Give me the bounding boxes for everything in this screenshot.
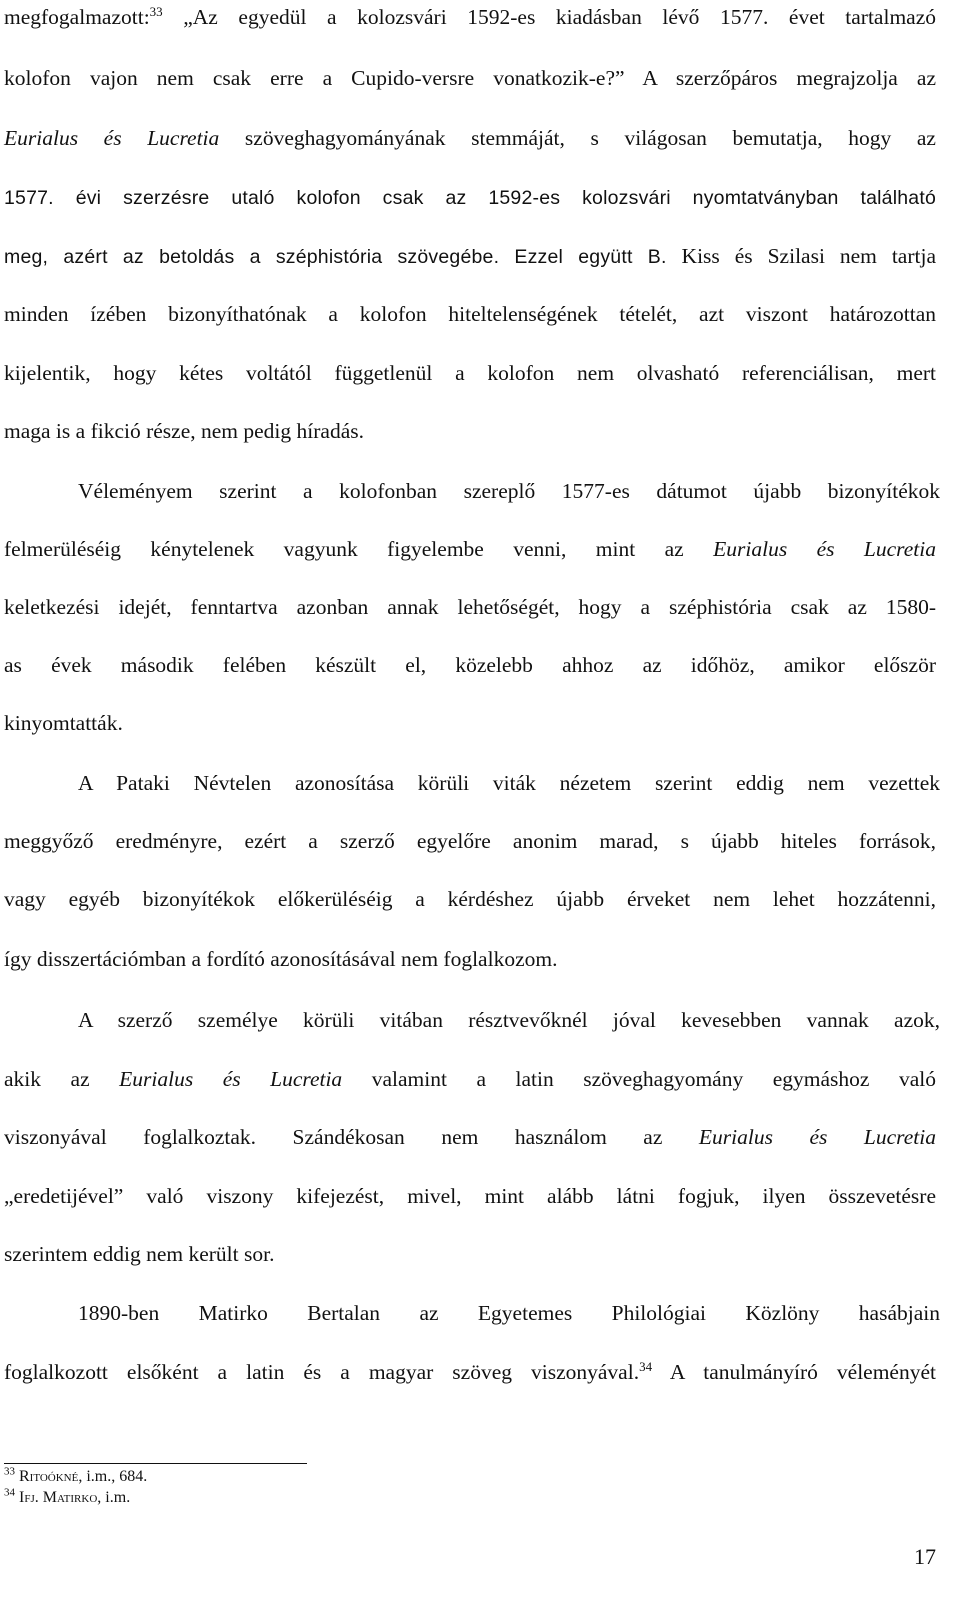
text-run: viszonyával foglalkoztak. Szándékosan nem használom az [4,1125,699,1149]
text-line [4,534,936,564]
text-line [4,416,936,446]
footnote [4,1488,130,1508]
paragraph-first-line [4,1005,940,1035]
italic-title: Eurialus és Lucretia [713,537,936,561]
text-run: maga is a fikció része, nem pedig híradás. [4,419,364,443]
footnote-text: , i.m. [97,1489,131,1506]
text-run: felmerüléséig kénytelenek vagyunk figyelembe venni, mint az [4,537,714,561]
text-run: meg, azért az betoldás a széphistória szövegébe. Ezzel együtt B. [4,246,667,268]
text-line [4,1357,936,1387]
text-line [4,241,936,272]
footnote-author: Ifj. Matirko [19,1489,98,1506]
footnote-number: 34 [4,1486,15,1499]
text-run: Kiss és Szilasi nem tartja [666,244,937,268]
text-line [4,708,936,738]
footnote-separator [4,1463,307,1464]
text-run: szöveghagyományának stemmáját, s világosan bemutatja, hogy az [219,126,936,150]
text-run: így disszertációmban a fordító azonosításával nem foglalkozom. [4,947,558,971]
footnote-text: , i.m., 684. [78,1468,148,1485]
text-run: „Az egyedül a kolozsvári 1592-es kiadásban lévő 1577. évet tartalmazó [162,5,936,29]
text-run: keletkezési idejét, fenntartva azonban annak lehetőségét, hogy a széphistória csak az 1580- [4,595,936,619]
text-run: szerintem eddig nem került sor. [4,1242,275,1266]
italic-title: Eurialus és Lucretia [119,1067,343,1091]
text-run: minden ízében bizonyíthatónak a kolofon hiteltelenségének tételét, azt viszont határozottan [4,302,936,326]
paragraph-first-line [4,768,940,798]
text-line [4,123,936,153]
footnote-ref[interactable]: 34 [639,1358,653,1374]
text-run: „eredetijével” való viszony kifejezést, mivel, mint alább látni fogjuk, ilyen összevetésre [4,1184,936,1208]
text-line [4,650,936,680]
text-run: Véleményem szerint a kolofonban szereplő 1577-es dátumot újabb bizonyítékok [78,479,940,503]
text-run: A szerző személye körüli vitában résztvevőknél jóval kevesebben vannak azok, [78,1008,940,1032]
text-run: valamint a latin szöveghagyomány egymáshoz való [342,1067,936,1091]
text-line [4,299,936,329]
footnote [4,1467,147,1487]
text-line [4,1181,936,1211]
text-run: foglalkozott elsőként a latin és a magyar szöveg viszonyával. [4,1360,640,1384]
text-line [4,2,936,32]
text-run: megfogalmazott: [4,5,150,29]
text-line [4,884,936,914]
footnote-number: 33 [4,1465,15,1478]
text-run: kolofon vajon nem csak erre a Cupido-versre vonatkozik-e?” A szerzőpáros megrajzolja az [4,66,936,90]
text-line [4,358,936,388]
text-line [4,944,936,974]
text-run: vagy egyéb bizonyítékok előkerüléséig a kérdéshez újabb érveket nem lehet hozzátenni, [4,887,936,911]
text-line [4,1122,936,1152]
text-run: 1890-ben Matirko Bertalan az Egyetemes Philológiai Közlöny hasábjain [78,1301,940,1325]
text-run: as évek második felében készült el, közelebb ahhoz az időhöz, amikor először [4,653,936,677]
text-run: kinyomtatták. [4,711,123,735]
italic-title: Eurialus és Lucretia [4,126,220,150]
paragraph-first-line [4,476,940,506]
text-line [4,826,936,856]
text-run: meggyőző eredményre, ezért a szerző egyelőre anonim marad, s újabb hiteles források, [4,829,936,853]
text-line [4,183,936,213]
paragraph-first-line [4,1298,940,1328]
text-line [4,592,936,622]
footnote-author: Ritoókné [19,1468,79,1485]
italic-title: Eurialus és Lucretia [698,1125,936,1149]
text-run: A tanulmányíró véleményét [652,1360,936,1384]
text-run: kijelentik, hogy kétes voltától függetlenül a kolofon nem olvasható referenciálisan, mert [4,361,936,385]
footnote-ref[interactable]: 33 [149,3,163,19]
text-line [4,63,936,93]
text-run: akik az [4,1067,120,1091]
text-run: A Pataki Névtelen azonosítása körüli viták nézetem szerint eddig nem vezettek [78,771,940,795]
text-line [4,1064,936,1094]
text-line [4,1239,936,1269]
page-number: 17 [914,1544,936,1569]
text-run: 1577. évi szerzésre utaló kolofon csak az 1592-es kolozsvári nyomtatványban található [4,187,936,209]
